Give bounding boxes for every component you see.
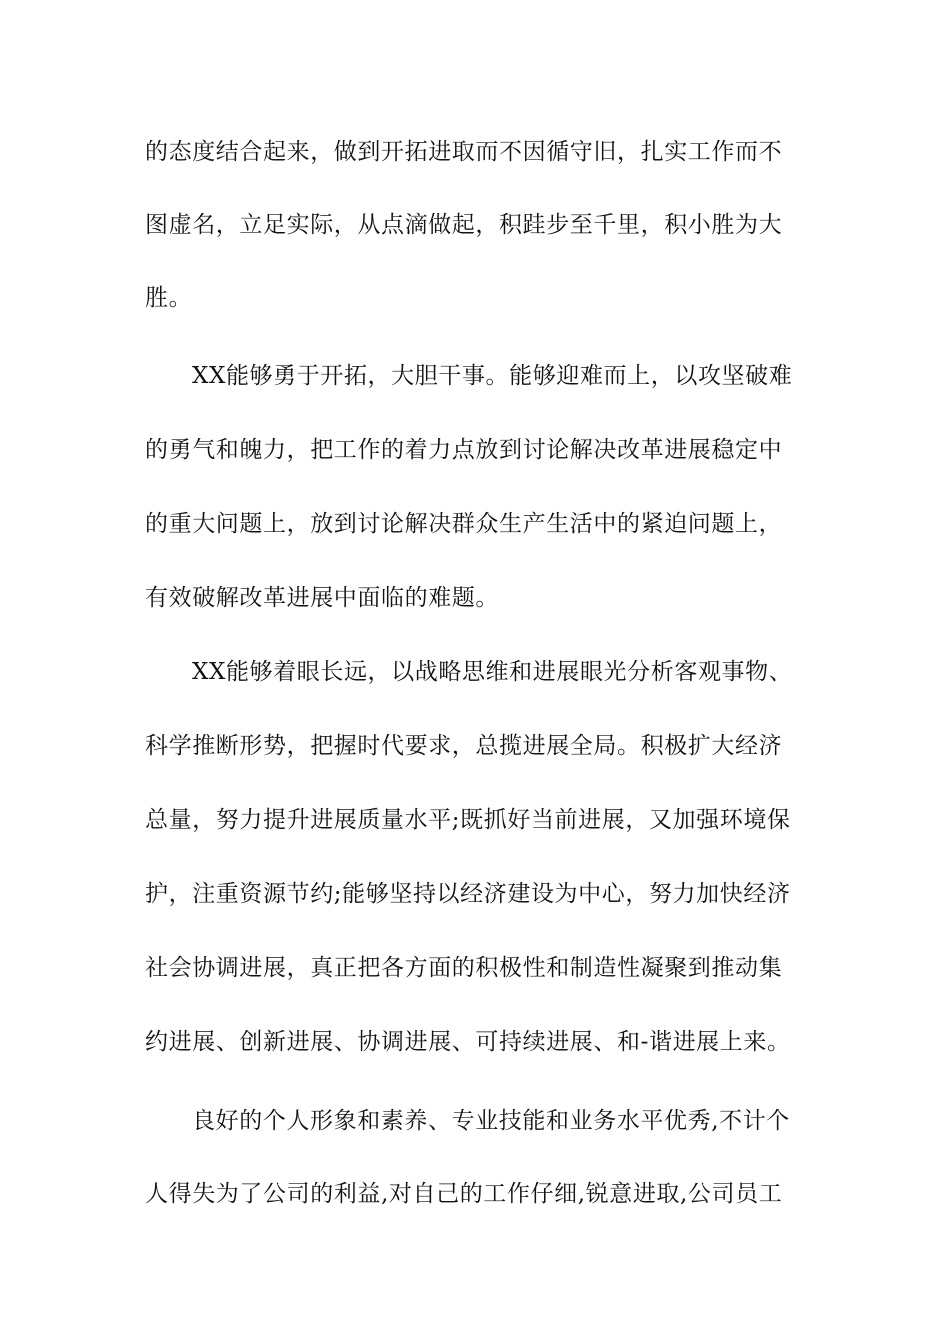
paragraph-1-line-1: 的态度结合起来，做到开拓进取而不因循守旧，扎实工作而不: [145, 139, 783, 165]
paragraph-3-line-6: 约进展、创新进展、协调进展、可持续进展、和-谐进展上来。: [145, 1029, 791, 1055]
paragraph-3-line-3: 总量，努力提升进展质量水平;既抓好当前进展，又加强环境保: [145, 807, 791, 833]
paragraph-4-line-2: 人得失为了公司的利益,对自己的工作仔细,锐意进取,公司员工: [145, 1181, 783, 1207]
paragraph-1-line-2: 图虚名，立足实际，从点滴做起，积跬步至千里，积小胜为大: [145, 212, 783, 238]
paragraph-3-line-4: 护，注重资源节约;能够坚持以经济建设为中心，努力加快经济: [145, 881, 791, 907]
paragraph-1-line-3: 胜。: [145, 285, 193, 311]
paragraph-3-line-5: 社会协调进展，真正把各方面的积极性和制造性凝聚到推动集: [145, 955, 783, 981]
paragraph-2-line-1: XX能够勇于开拓，大胆干事。能够迎难而上，以攻坚破难: [192, 363, 793, 389]
paragraph-2-line-3: 的重大问题上，放到讨论解决群众生产生活中的紧迫问题上，: [145, 511, 783, 537]
paragraph-2-line-4: 有效破解改革进展中面临的难题。: [145, 585, 499, 611]
paragraph-4-line-1: 良好的个人形象和素养、专业技能和业务水平优秀,不计个: [192, 1108, 790, 1134]
paragraph-2-line-2: 的勇气和魄力，把工作的着力点放到讨论解决改革进展稳定中: [145, 437, 783, 463]
paragraph-3-line-2: 科学推断形势，把握时代要求，总揽进展全局。积极扩大经济: [145, 733, 783, 759]
paragraph-3-line-1: XX能够着眼长远，以战略思维和进展眼光分析客观事物、: [192, 659, 793, 685]
